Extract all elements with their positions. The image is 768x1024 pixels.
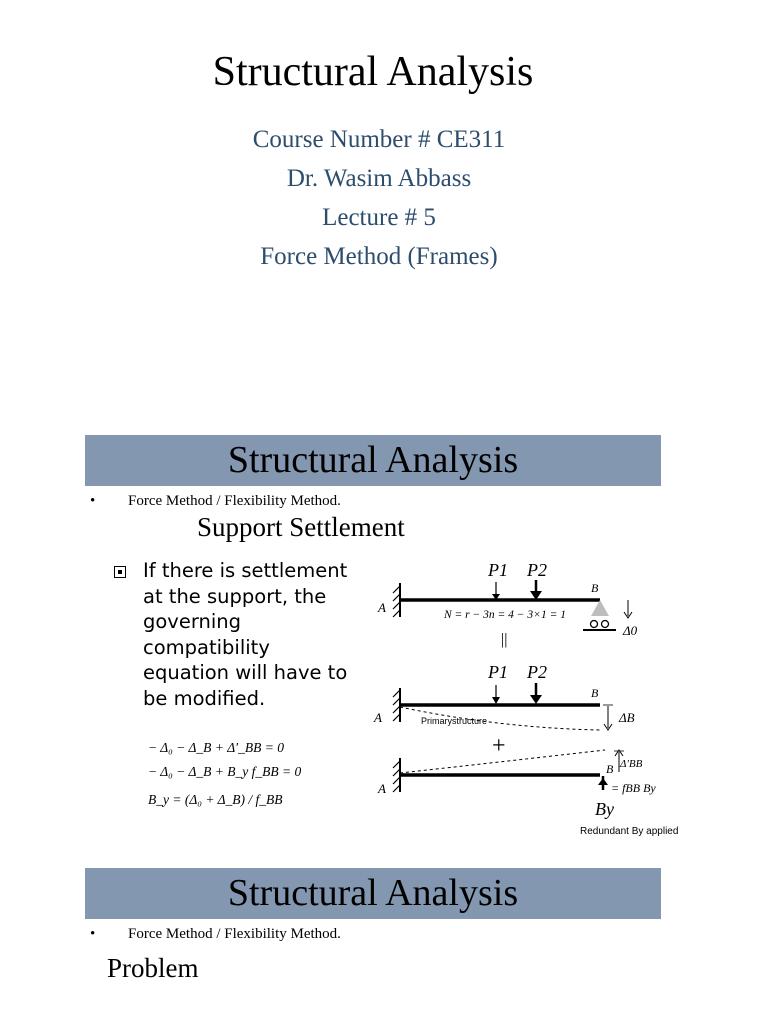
slide2-bullet-text: Force Method / Flexibility Method. bbox=[128, 493, 341, 509]
label-a-1: A bbox=[378, 600, 386, 615]
label-b-3: B bbox=[606, 762, 614, 776]
slide2-banner: Structural Analysis bbox=[85, 435, 661, 486]
lecture-topic: Force Method (Frames) bbox=[260, 243, 498, 270]
label-b-2: B bbox=[591, 686, 599, 700]
beam-3 bbox=[393, 750, 624, 792]
label-p2-2: P2 bbox=[527, 662, 547, 682]
slide3-bullet-text: Force Method / Flexibility Method. bbox=[128, 926, 341, 942]
label-a-3: A bbox=[378, 781, 386, 796]
label-b-1: B bbox=[591, 581, 599, 595]
label-p1-2: P1 bbox=[488, 662, 508, 682]
plus-sign: + bbox=[492, 733, 506, 759]
fbb-equation: = fBB By bbox=[611, 781, 656, 795]
by-label: By bbox=[595, 799, 614, 819]
equation-2: − Δ₀ − Δ_B + B_y f_BB = 0 bbox=[148, 764, 302, 779]
deltabb-label: Δ′BB bbox=[620, 758, 643, 770]
course-number: Course Number # CE311 bbox=[252, 126, 506, 153]
equation-1: − Δ₀ − Δ_B + Δ′_BB = 0 bbox=[148, 740, 284, 755]
equals-sign: || bbox=[501, 631, 508, 648]
slide2-heading: Support Settlement bbox=[197, 512, 405, 542]
slide3-heading: Problem bbox=[107, 953, 199, 983]
delta0-label: Δ0 bbox=[623, 623, 638, 638]
slide1-title: Structural Analysis bbox=[212, 49, 534, 95]
instructor-name: Dr. Wasim Abbass bbox=[286, 165, 472, 192]
primary-structure-label: Primarystructure bbox=[421, 716, 488, 726]
label-a-2: A bbox=[374, 710, 382, 725]
settlement-text: If there is settlement at the support, the governing compatibility equation will have to be modified. bbox=[143, 559, 348, 710]
slide3-banner: Structural Analysis bbox=[85, 868, 661, 919]
deltab-label: ΔB bbox=[619, 710, 635, 725]
indeterminacy-equation: N = r − 3n = 4 − 3×1 = 1 bbox=[444, 609, 566, 621]
lecture-number: Lecture # 5 bbox=[322, 204, 436, 231]
slide3-bullet: • Force Method / Flexibility Method. bbox=[90, 926, 341, 942]
label-p2-1: P2 bbox=[527, 560, 547, 580]
label-p1-1: P1 bbox=[488, 560, 508, 580]
redundant-label: Redundant By applied bbox=[580, 826, 679, 837]
slide2-bullet: • Force Method / Flexibility Method. bbox=[90, 493, 341, 509]
equation-3: B_y = (Δ₀ + Δ_B) / f_BB bbox=[148, 792, 283, 807]
